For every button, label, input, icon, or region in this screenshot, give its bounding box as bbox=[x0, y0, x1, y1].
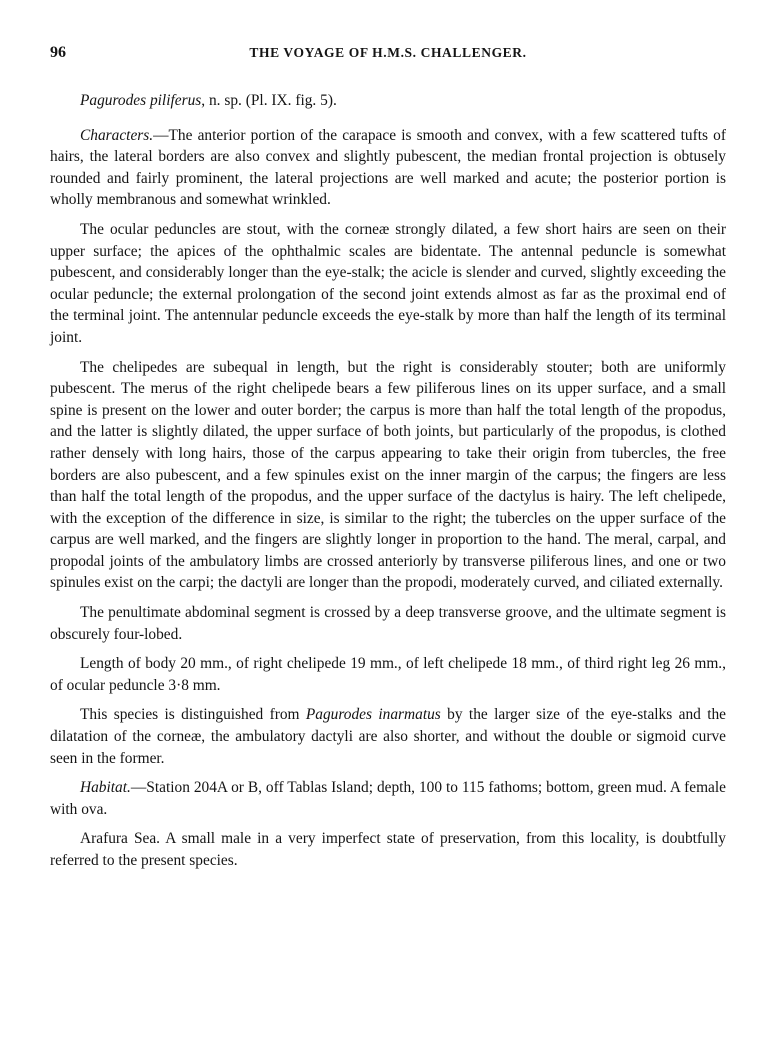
distinction-after: by the larger size of the eye-stalks and the dilatation of the corneæ, the ambulatory dactyli are also shorter, and without the double or sigmoid curve seen in the former. bbox=[50, 706, 726, 767]
characters-label: Characters. bbox=[80, 126, 154, 144]
body-text bbox=[50, 90, 726, 872]
paragraph-characters bbox=[50, 125, 726, 211]
paragraph-habitat bbox=[50, 777, 726, 820]
paragraph-measurements: Length of body 20 mm., of right chelipede 19 mm., of left chelipede 18 mm., of third right leg 26 mm., of ocular peduncle 3·8 mm. bbox=[50, 655, 726, 694]
habitat-text: —Station 204A or B, off Tablas Island; depth, 100 to 115 fathoms; bottom, green mud. A female with ova. bbox=[50, 779, 726, 818]
paragraph-chelipedes: The chelipedes are subequal in length, but the right is considerably stouter; both are uniformly pubescent. The merus of the right chelipede bears a few piliferous lines on its upper surface, and a small spine is present on the lower and outer border; the carpus is more than half the total length of the propodus, and the latter is slightly dilated, the upper surface of both joints, but particularly of the propodus, is clothed rather densely with long hairs, those of the carpus appearing to take their origin from tubercles, the free borders are also pubescent, and a few spinules exist on the inner margin of the carpus; the fingers are less than half the total length of the propodus, and the upper surface of the dactylus is hairy. The left chelipede, with the exception of the difference in size, is similar to the right; the tubercles on the upper surface of the carpus are well marked, and the fingers are slightly longer in proportion to the hand. The meral, carpal, and propodal joints of the ambulatory limbs are crossed anteriorly by transverse piliferous lines, and one or two spinules exist on the carpi; the dactyli are longer than the propodi, moderately curved, and ciliated externally. bbox=[50, 358, 726, 592]
paragraph-arafura: Arafura Sea. A small male in a very imperfect state of preservation, from this locality, is doubtfully referred to the present species. bbox=[50, 830, 726, 869]
paragraph-ocular: The ocular peduncles are stout, with the corneæ strongly dilated, a few short hairs are seen on their upper surface; the apices of the ophthalmic scales are bidentate. The antennal peduncle is somewhat pubescent, and considerably longer than the eye-stalk; the acicle is slender and curved, slightly exceeding the ocular peduncle; the external prolongation of the second joint extends almost as far as the proximal end of the terminal joint. The antennular peduncle exceeds the eye-stalk by more than half the length of its terminal joint. bbox=[50, 220, 726, 346]
species-name: Pagurodes piliferus bbox=[80, 92, 202, 109]
paragraph-abdomen: The penultimate abdominal segment is crossed by a deep transverse groove, and the ultimate segment is obscurely four-lobed. bbox=[50, 604, 726, 643]
page-header bbox=[50, 44, 726, 66]
distinction-species: Pagurodes inarmatus bbox=[305, 706, 441, 724]
page-number: 96 bbox=[50, 44, 66, 61]
running-title: THE VOYAGE OF H.M.S. CHALLENGER. bbox=[249, 45, 527, 60]
paragraph-distinction bbox=[50, 704, 726, 769]
species-heading bbox=[50, 90, 726, 112]
characters-text: —The anterior portion of the carapace is smooth and convex, with a few scattered tufts of hairs, the lateral borders are also convex and slightly pubescent, the median frontal projection is obtusely rounded and fairly prominent, the lateral projections are well marked and acute; the posterior portion is wholly membranous and somewhat wrinkled. bbox=[50, 126, 726, 209]
species-heading-rest: , n. sp. (Pl. IX. fig. 5). bbox=[201, 92, 337, 109]
habitat-label: Habitat. bbox=[80, 779, 131, 797]
distinction-before: This species is distinguished from bbox=[80, 706, 306, 724]
